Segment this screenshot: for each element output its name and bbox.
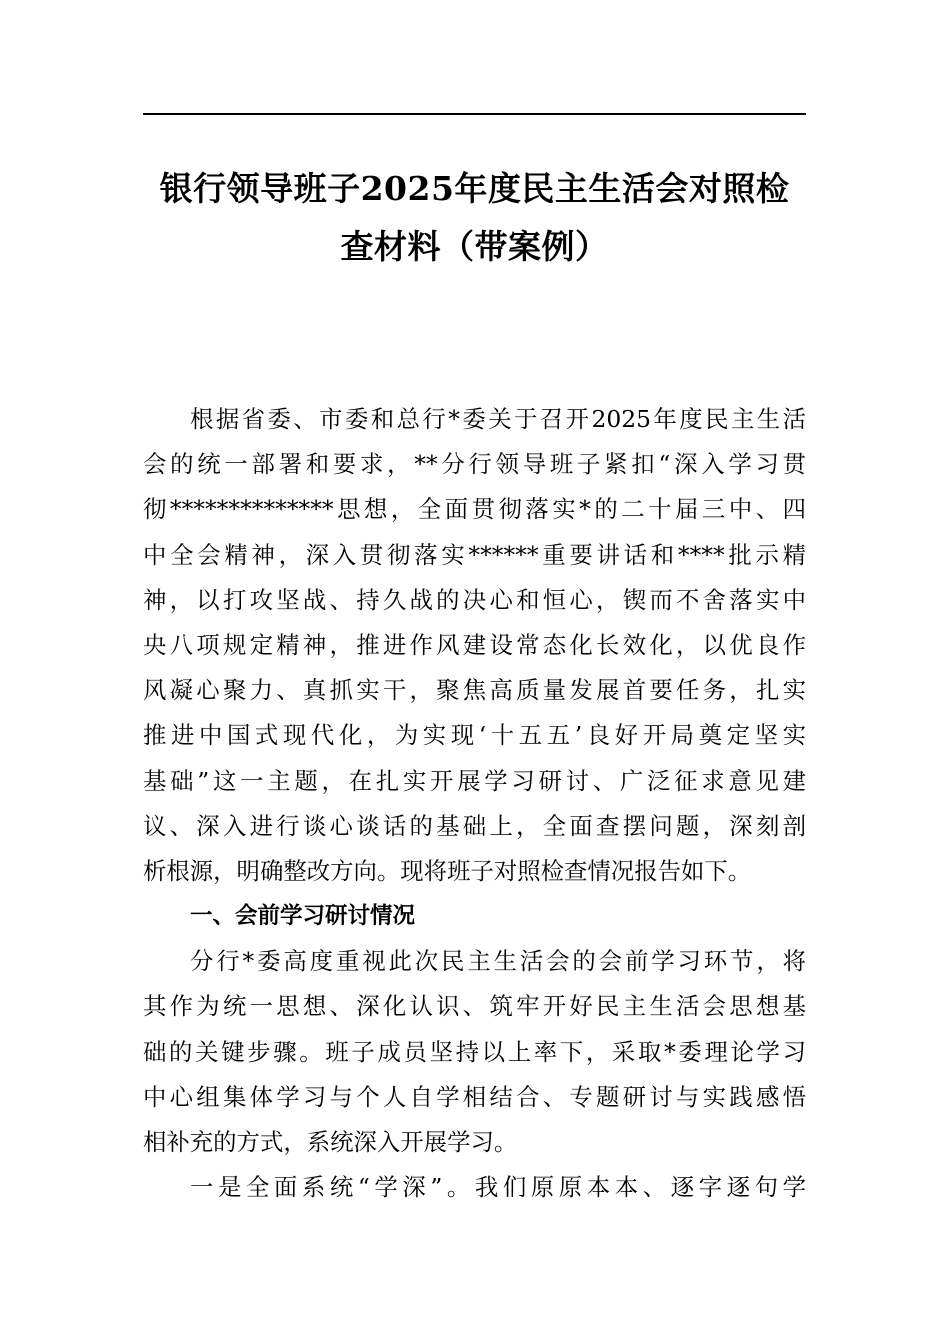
text-line: 推进中国式现代化，为实现‘十五五’良好开局奠定坚实 xyxy=(143,721,806,750)
text-line: 相补充的方式，系统深入开展学习。 xyxy=(143,1128,518,1156)
text-line: 分行*委高度重视此次民主生活会的会前学习环节，将 xyxy=(190,947,806,976)
document-body xyxy=(143,397,806,1210)
section-heading: 一、会前学习研讨情况 xyxy=(190,903,416,930)
text-line: 彻**************思想，全面贯彻落实*的二十届三中、四 xyxy=(143,495,806,524)
text-line: 会的统一部署和要求，**分行领导班子紧扣“深入学习贯 xyxy=(143,450,806,479)
text-line: 础的关键步骤。班子成员坚持以上率下，采取*委理论学习 xyxy=(143,1037,806,1066)
text-line: 基础”这一主题，在扎实开展学习研讨、广泛征求意见建 xyxy=(143,766,806,795)
text-line: 根据省委、市委和总行*委关于召开2025年度民主生活 xyxy=(190,405,806,433)
intro-paragraph xyxy=(143,397,806,894)
header-rule xyxy=(143,113,806,115)
point-paragraph xyxy=(143,1165,806,1210)
text-line: 央八项规定精神，推进作风建设常态化长效化，以优良作 xyxy=(143,630,806,659)
text-line: 中心组集体学习与个人自学相结合、专题研讨与实践感悟 xyxy=(143,1082,806,1111)
study-paragraph xyxy=(143,939,806,1165)
text-line: 神，以打攻坚战、持久战的决心和恒心，锲而不舍落实中 xyxy=(143,585,806,614)
text-line: 议、深入进行谈心谈话的基础上，全面查摆问题，深刻剖 xyxy=(143,811,806,840)
text-line: 一是全面系统“学深”。我们原原本本、逐字逐句学 xyxy=(190,1173,806,1202)
title-line: 查材料（带案例） xyxy=(340,227,609,266)
text-line: 风凝心聚力、真抓实干，聚焦高质量发展首要任务，扎实 xyxy=(143,676,806,705)
document-title xyxy=(143,160,806,276)
title-line: 银行领导班子2025年度民主生活会对照检 xyxy=(159,169,790,208)
text-line: 析根源，明确整改方向。现将班子对照检查情况报告如下。 xyxy=(143,856,752,885)
text-line: 中全会精神，深入贯彻落实******重要讲话和****批示精 xyxy=(143,540,806,569)
text-line: 其作为统一思想、深化认识、筑牢开好民主生活会思想基 xyxy=(143,992,806,1021)
